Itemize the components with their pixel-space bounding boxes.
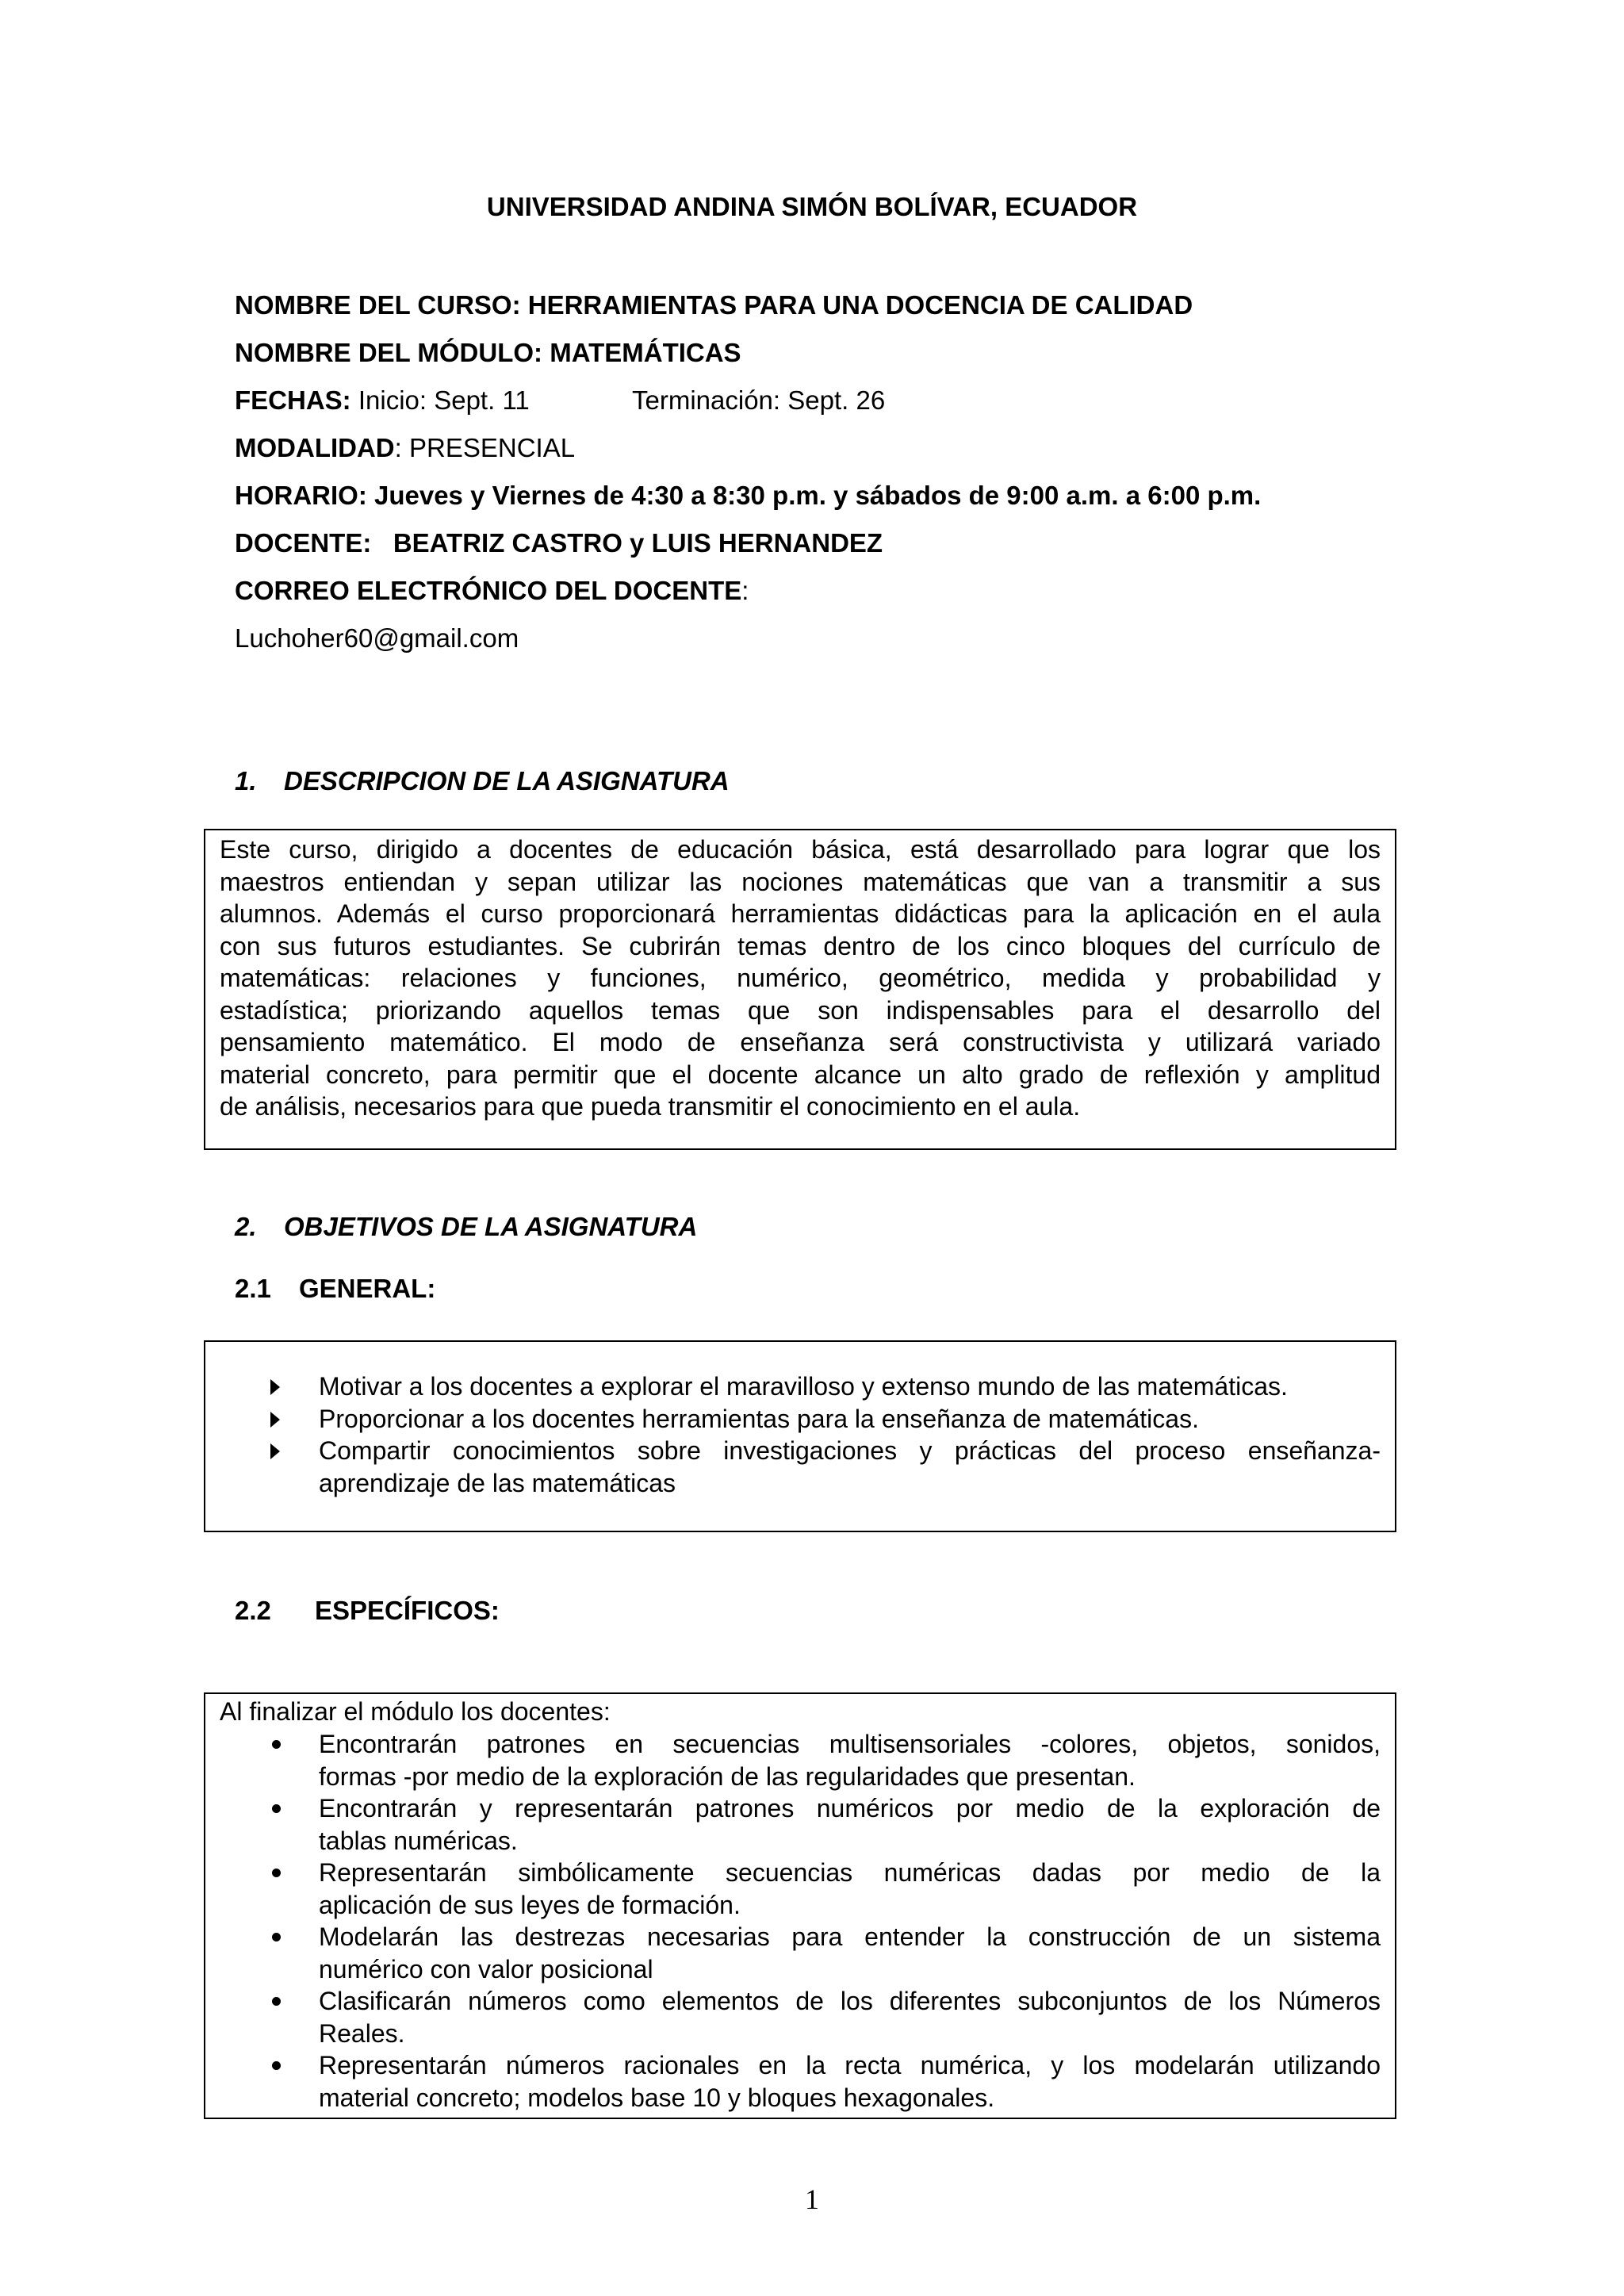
specific-title: ESPECÍFICOS: [315,1596,500,1625]
section1-title: DESCRIPCION DE LA ASIGNATURA [284,766,730,795]
description-line: pensamiento matemático. El modo de enseñanza será constructivista y utilizará variado [220,1028,1381,1056]
section1-heading [235,766,730,796]
section2-title: OBJETIVOS DE LA ASIGNATURA [284,1212,698,1241]
description-line: matemáticas: relaciones y funciones, numérico, geométrico, medida y probabilidad y [220,964,1381,992]
modality-label: MODALIDAD [235,433,395,462]
teacher-line: DOCENTE: BEATRIZ CASTRO y LUIS HERNANDEZ [235,528,883,558]
university-title: UNIVERSIDAD ANDINA SIMÓN BOLÍVAR, ECUADOR [486,192,1138,221]
specific-objectives-box [204,1692,1396,2119]
page-number: 1 [805,2183,819,2215]
arrow-bullet-icon [270,1443,280,1459]
specific-intro: Al finalizar el módulo los docentes: [220,1697,611,1726]
bullet-dot-icon [272,1740,281,1749]
bullet-dot-icon [272,1869,281,1877]
specific-objectives-list [205,1728,1381,2114]
description-text [220,834,1381,1123]
teacher-email: Luchoher60@gmail.com [235,623,519,653]
dates-label: FECHAS: [235,385,351,415]
general-title: GENERAL: [299,1274,436,1303]
list-item: Compartir conocimientos sobre investigaciones y prácticas del proceso enseñanza- aprendizaje de las matemáticas [205,1435,1381,1499]
list-item: Motivar a los docentes a explorar el maravilloso y extenso mundo de las matemáticas. [205,1370,1381,1403]
description-box [204,829,1396,1150]
description-line: maestros entiendan y sepan utilizar las nociones matemáticas que van a transmitir a sus [220,867,1381,896]
modality-value: : PRESENCIAL [394,433,576,462]
description-line: alumnos. Además el curso proporcionará herramientas didácticas para la aplicación en el aula [220,899,1381,928]
dates-line [235,385,530,416]
dates-start: Inicio: Sept. 11 [358,385,530,415]
section2-heading [235,1212,697,1242]
description-line: Este curso, dirigido a docentes de educación básica, está desarrollado para lograr que los [220,835,1381,864]
bullet-dot-icon [272,1804,281,1813]
general-objectives-box [204,1340,1396,1532]
description-line: material concreto, para permitir que el docente alcance un alto grado de reflexión y amplitud [220,1060,1381,1089]
module-name: NOMBRE DEL MÓDULO: MATEMÁTICAS [235,338,741,367]
specific-number: 2.2 [235,1596,271,1625]
description-line: de análisis, necesarios para que pueda transmitir el conocimiento en el aula. [220,1092,1081,1121]
specific-heading [235,1596,500,1626]
list-item: Representarán simbólicamente secuencias numéricas dadas por medio de la aplicación de sus leyes de formación. [205,1857,1381,1921]
schedule-line: HORARIO: Jueves y Viernes de 4:30 a 8:30 p.m. y sábados de 9:00 a.m. a 6:00 p.m. [235,481,1262,510]
arrow-bullet-icon [270,1379,280,1395]
list-item: Modelarán las destrezas necesarias para entender la construcción de un sistema numérico con valor posicional [205,1921,1381,1985]
bullet-dot-icon [272,1997,281,2006]
general-heading [235,1274,435,1304]
list-item: Encontrarán patrones en secuencias multisensoriales -colores, objetos, sonidos, formas -por medio de la exploración de las regularidades que presentan. [205,1728,1381,1792]
section1-number: 1. [235,766,257,795]
modality-line [235,433,575,463]
email-label-line [235,576,749,606]
list-item: Proporcionar a los docentes herramientas para la enseñanza de matemáticas. [205,1403,1381,1435]
description-line: con sus futuros estudiantes. Se cubrirán temas dentro de los cinco bloques del currículo de [220,931,1381,960]
dates-end: Terminación: Sept. 26 [632,385,886,415]
email-label: CORREO ELECTRÓNICO DEL DOCENTE [235,576,742,605]
bullet-dot-icon [272,2061,281,2070]
description-line: estadística; priorizando aquellos temas que son indispensables para el desarrollo del [220,995,1381,1025]
course-name: NOMBRE DEL CURSO: HERRAMIENTAS PARA UNA DOCENCIA DE CALIDAD [235,290,1193,320]
email-colon: : [741,576,749,605]
general-number: 2.1 [235,1274,271,1303]
list-item: Clasificarán números como elementos de los diferentes subconjuntos de los Números Reales. [205,1985,1381,2049]
bullet-dot-icon [272,1933,281,1941]
arrow-bullet-icon [270,1412,280,1428]
list-item: Encontrarán y representarán patrones numéricos por medio de la exploración de tablas numéricas. [205,1792,1381,1857]
section2-number: 2. [235,1212,257,1241]
general-objectives-list [205,1370,1381,1499]
list-item: Representarán números racionales en la recta numérica, y los modelarán utilizando material concreto; modelos base 10 y bloques hexagonales. [205,2049,1381,2114]
